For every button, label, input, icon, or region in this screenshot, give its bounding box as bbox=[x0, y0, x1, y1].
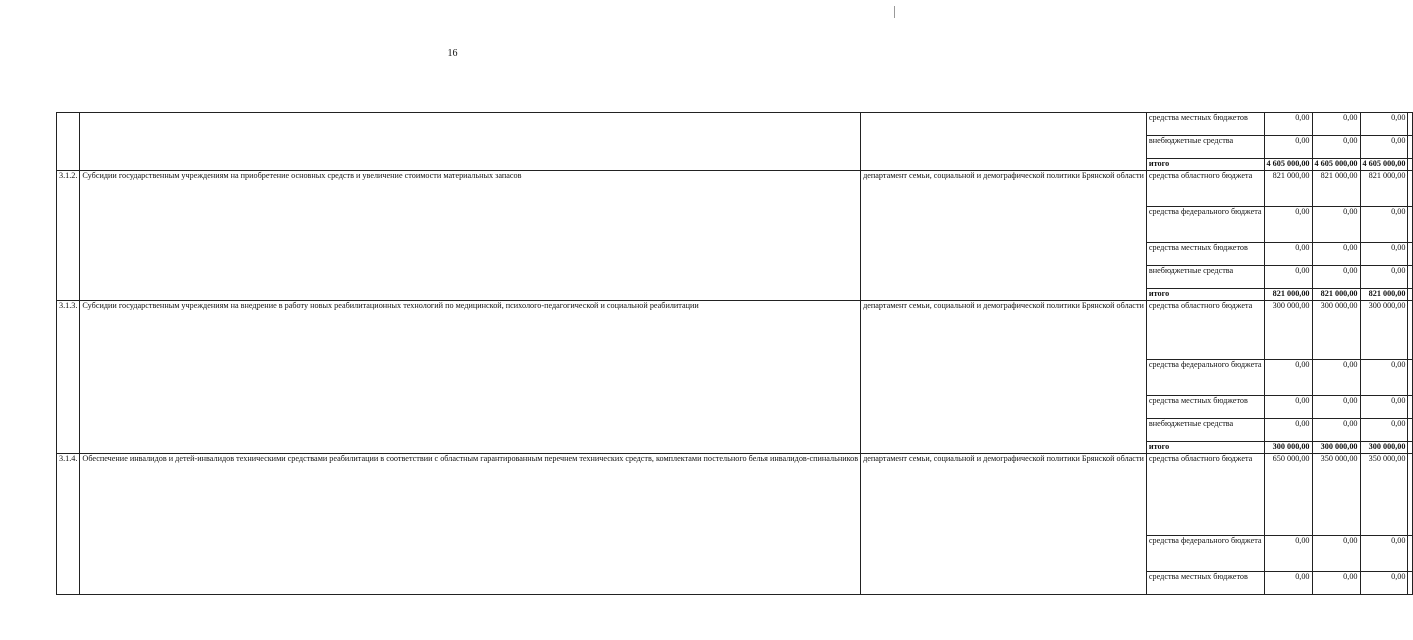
empty-cell bbox=[1408, 113, 1413, 136]
value-cell: 0,00 bbox=[1360, 572, 1408, 595]
value-cell: 0,00 bbox=[1360, 360, 1408, 396]
executor-cell: департамент семьи, социальной и демографической политики Брянской области bbox=[861, 301, 1147, 454]
source-cell: итого bbox=[1146, 159, 1264, 171]
value-cell: 0,00 bbox=[1264, 396, 1312, 419]
empty-cell bbox=[1408, 171, 1413, 207]
table-row bbox=[57, 171, 1413, 207]
empty-cell bbox=[1408, 572, 1413, 595]
page-number: 16 bbox=[447, 48, 458, 59]
value-cell: 0,00 bbox=[1360, 536, 1408, 572]
source-cell: средства местных бюджетов bbox=[1146, 113, 1264, 136]
empty-cell bbox=[1408, 360, 1413, 396]
value-cell: 821 000,00 bbox=[1264, 171, 1312, 207]
value-cell: 350 000,00 bbox=[1312, 454, 1360, 536]
value-cell: 300 000,00 bbox=[1312, 301, 1360, 360]
value-cell: 0,00 bbox=[1264, 266, 1312, 289]
value-cell: 650 000,00 bbox=[1264, 454, 1312, 536]
edge-mark bbox=[894, 6, 895, 18]
table-row bbox=[57, 454, 1413, 536]
value-cell: 300 000,00 bbox=[1264, 301, 1312, 360]
value-cell: 0,00 bbox=[1264, 419, 1312, 442]
empty-cell bbox=[1408, 301, 1413, 360]
value-cell: 0,00 bbox=[1312, 536, 1360, 572]
executor-cell bbox=[861, 113, 1147, 171]
source-cell: итого bbox=[1146, 289, 1264, 301]
empty-cell bbox=[1408, 266, 1413, 289]
value-cell: 0,00 bbox=[1312, 243, 1360, 266]
value-cell: 0,00 bbox=[1264, 243, 1312, 266]
empty-cell bbox=[1408, 207, 1413, 243]
value-cell: 0,00 bbox=[1312, 572, 1360, 595]
source-cell: средства местных бюджетов bbox=[1146, 243, 1264, 266]
value-cell: 0,00 bbox=[1312, 396, 1360, 419]
code-cell: 3.1.3. bbox=[57, 301, 80, 454]
value-cell: 300 000,00 bbox=[1312, 442, 1360, 454]
value-cell: 0,00 bbox=[1360, 207, 1408, 243]
source-cell: внебюджетные средства bbox=[1146, 136, 1264, 159]
value-cell: 0,00 bbox=[1312, 207, 1360, 243]
value-cell: 821 000,00 bbox=[1264, 289, 1312, 301]
value-cell: 0,00 bbox=[1312, 419, 1360, 442]
value-cell: 300 000,00 bbox=[1264, 442, 1312, 454]
code-cell bbox=[57, 113, 80, 171]
value-cell: 0,00 bbox=[1360, 396, 1408, 419]
value-cell: 0,00 bbox=[1264, 360, 1312, 396]
name-cell: Субсидии государственным учреждениям на внедрение в работу новых реабилитационных технологий по медицинской, психолого-педагогической и социальной реабилитации bbox=[80, 301, 861, 454]
value-cell: 0,00 bbox=[1264, 536, 1312, 572]
executor-cell: департамент семьи, социальной и демографической политики Брянской области bbox=[861, 171, 1147, 301]
source-cell: средства федерального бюджета bbox=[1146, 207, 1264, 243]
name-cell: Субсидии государственным учреждениям на приобретение основных средств и увеличение стоимости материальных запасов bbox=[80, 171, 861, 301]
source-cell: итого bbox=[1146, 442, 1264, 454]
table-row bbox=[57, 113, 1413, 136]
value-cell: 4 605 000,00 bbox=[1264, 159, 1312, 171]
source-cell: средства федерального бюджета bbox=[1146, 360, 1264, 396]
source-cell: средства областного бюджета bbox=[1146, 454, 1264, 536]
value-cell: 0,00 bbox=[1312, 360, 1360, 396]
executor-cell: департамент семьи, социальной и демографической политики Брянской области bbox=[861, 454, 1147, 595]
source-cell: средства федерального бюджета bbox=[1146, 536, 1264, 572]
value-cell: 0,00 bbox=[1360, 243, 1408, 266]
value-cell: 300 000,00 bbox=[1360, 442, 1408, 454]
empty-cell bbox=[1408, 396, 1413, 419]
value-cell: 4 605 000,00 bbox=[1360, 159, 1408, 171]
value-cell: 0,00 bbox=[1360, 113, 1408, 136]
value-cell: 4 605 000,00 bbox=[1312, 159, 1360, 171]
empty-cell bbox=[1408, 136, 1413, 159]
code-cell: 3.1.2. bbox=[57, 171, 80, 301]
value-cell: 821 000,00 bbox=[1312, 289, 1360, 301]
value-cell: 0,00 bbox=[1264, 113, 1312, 136]
value-cell: 300 000,00 bbox=[1360, 301, 1408, 360]
value-cell: 0,00 bbox=[1360, 419, 1408, 442]
empty-cell bbox=[1408, 454, 1413, 536]
value-cell: 821 000,00 bbox=[1360, 289, 1408, 301]
source-cell: средства местных бюджетов bbox=[1146, 572, 1264, 595]
name-cell bbox=[80, 113, 861, 171]
value-cell: 0,00 bbox=[1360, 266, 1408, 289]
name-cell: Обеспечение инвалидов и детей-инвалидов техническими средствами реабилитации в соответствии с областным гарантированным перечнем технических средств, комплектами постельного белья инвалидов-спинальников bbox=[80, 454, 861, 595]
source-cell: средства областного бюджета bbox=[1146, 171, 1264, 207]
empty-cell bbox=[1408, 289, 1413, 301]
value-cell: 0,00 bbox=[1264, 207, 1312, 243]
empty-cell bbox=[1408, 536, 1413, 572]
value-cell: 0,00 bbox=[1264, 572, 1312, 595]
value-cell: 0,00 bbox=[1360, 136, 1408, 159]
value-cell: 821 000,00 bbox=[1360, 171, 1408, 207]
code-cell: 3.1.4. bbox=[57, 454, 80, 595]
source-cell: внебюджетные средства bbox=[1146, 419, 1264, 442]
empty-cell bbox=[1408, 442, 1413, 454]
value-cell: 0,00 bbox=[1264, 136, 1312, 159]
table-row bbox=[57, 301, 1413, 360]
source-cell: средства областного бюджета bbox=[1146, 301, 1264, 360]
value-cell: 821 000,00 bbox=[1312, 171, 1360, 207]
empty-cell bbox=[1408, 159, 1413, 171]
value-cell: 0,00 bbox=[1312, 113, 1360, 136]
value-cell: 0,00 bbox=[1312, 266, 1360, 289]
empty-cell bbox=[1408, 243, 1413, 266]
empty-cell bbox=[1408, 419, 1413, 442]
value-cell: 350 000,00 bbox=[1360, 454, 1408, 536]
value-cell: 0,00 bbox=[1312, 136, 1360, 159]
budget-table bbox=[56, 112, 1413, 595]
source-cell: средства местных бюджетов bbox=[1146, 396, 1264, 419]
source-cell: внебюджетные средства bbox=[1146, 266, 1264, 289]
